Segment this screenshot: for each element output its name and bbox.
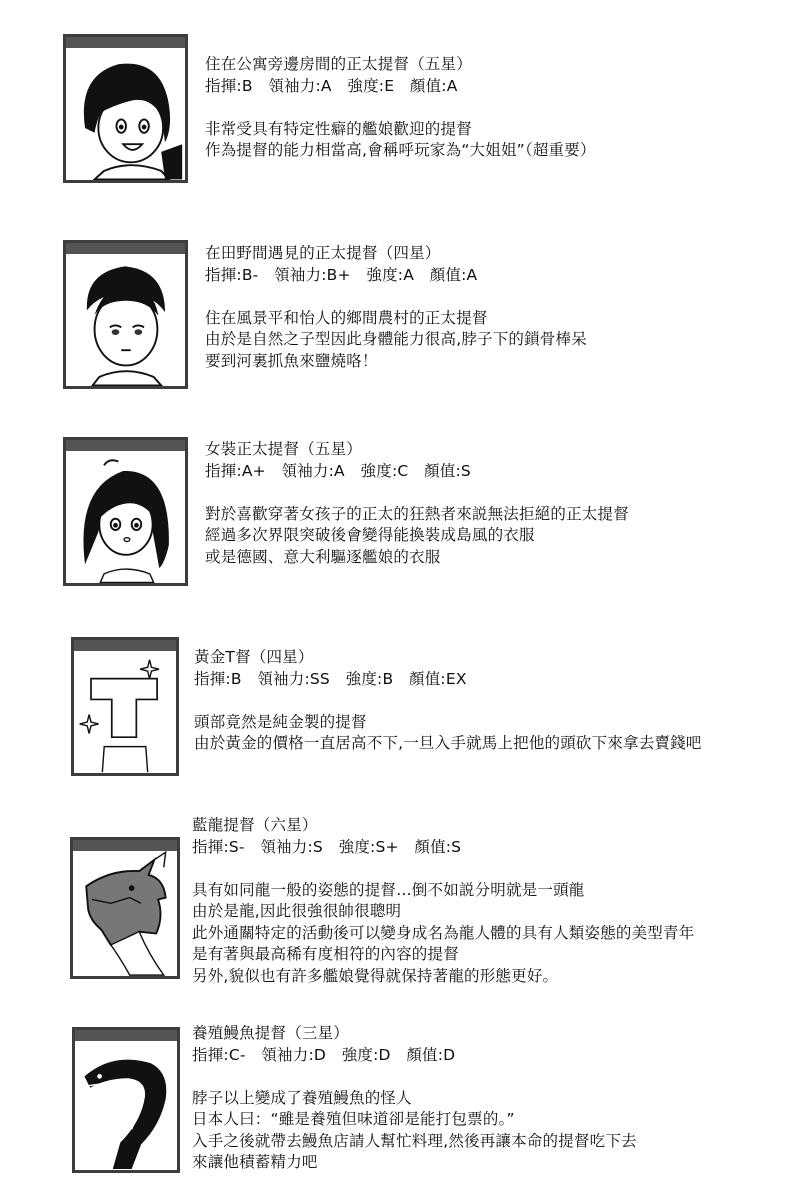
entry-desc-line: 入手之後就帶去鰻魚店請人幫忙料理,然後再讓本命的提督吃下去 (192, 1131, 637, 1150)
entry-title: 女裝正太提督（五星） (205, 440, 363, 458)
portrait-6 (72, 1027, 180, 1173)
entry-title: 住在公寓旁邊房間的正太提督（五星） (205, 55, 472, 73)
entry-desc-line: 脖子以上變成了養殖鰻魚的怪人 (192, 1088, 412, 1107)
entry-desc-line: 另外,貌似也有許多艦娘覺得就保持著龍的形態更好。 (192, 966, 559, 985)
entry-desc-line: 住在風景平和怡人的鄉間農村的正太提督 (205, 308, 488, 327)
entry-desc-line: 作為提督的能力相當高,會稱呼玩家為“大姐姐”（超重要） (205, 141, 596, 159)
entry-desc-line: 是有著與最高稀有度相符的內容的提督 (192, 945, 459, 963)
entry-desc-line: 具有如同龍一般的姿態的提督…倒不如説分明就是一頭龍 (192, 880, 585, 899)
portrait-1 (63, 34, 188, 183)
entry-desc-line: 對於喜歡穿著女孩子的正太的狂熱者來説無法拒絕的正太提督 (205, 504, 629, 523)
entry-desc-line: 來讓他積蓄精力吧 (192, 1153, 318, 1171)
entry-title: 藍龍提督（六星） (192, 816, 318, 834)
portrait-4 (71, 637, 179, 776)
entry-title: 黃金T督（四星） (194, 648, 314, 666)
entry-desc-line: 由於是龍,因此很強很帥很聰明 (192, 902, 402, 920)
entry-stats: 指揮:B 領袖力:SS 強度:B 顏值:EX (194, 669, 467, 688)
entry-desc-line: 非常受具有特定性癖的艦娘歡迎的提督 (205, 119, 472, 138)
portrait-2 (63, 240, 188, 389)
entry-stats: 指揮:B 領袖力:A 強度:E 顏值:A (205, 76, 458, 95)
entry-stats: 指揮:S- 領袖力:S 強度:S+ 顏值:S (192, 837, 462, 856)
portrait-5 (70, 837, 180, 979)
entry-desc-line: 頭部竟然是純金製的提督 (194, 712, 367, 731)
entry-desc-line: 要到河裏抓魚來鹽燒咯！ (205, 351, 378, 370)
entry-title: 養殖鰻魚提督（三星） (192, 1024, 350, 1042)
boy-smiling-icon (66, 37, 185, 180)
entry-desc-line: 由於黃金的價格一直居高不下,一旦入手就馬上把他的頭砍下來拿去賣錢吧 (194, 734, 702, 752)
entry-stats: 指揮:A+ 領袖力:A 強度:C 顏值:S (205, 461, 471, 480)
entry-stats: 指揮:C- 領袖力:D 強度:D 顏值:D (192, 1045, 456, 1064)
entry-desc-line: 日本人曰：“雖是養殖但味道卻是能打包票的。” (192, 1110, 515, 1128)
entry-title: 在田野間遇見的正太提督（四星） (205, 244, 441, 262)
entry-desc-line: 由於是自然之子型因此身體能力很高,脖子下的鎖骨棒呆 (205, 330, 587, 348)
farmed-eel-icon (75, 1030, 177, 1170)
entry-desc-line: 此外通關特定的活動後可以變身成名為龍人體的具有人類姿態的美型青年 (192, 923, 695, 942)
golden-t-head-icon (74, 640, 176, 773)
portrait-3 (63, 437, 188, 586)
village-boy-icon (66, 243, 185, 386)
entry-desc-line: 或是德國、意大利驅逐艦娘的衣服 (205, 547, 441, 566)
crossdressing-boy-icon (66, 440, 185, 583)
entry-stats: 指揮:B- 領袖力:B+ 強度:A 顏值:A (205, 265, 478, 284)
blue-dragon-icon (73, 840, 177, 976)
entry-desc-line: 經過多次界限突破後會變得能換裝成島風的衣服 (205, 526, 535, 544)
